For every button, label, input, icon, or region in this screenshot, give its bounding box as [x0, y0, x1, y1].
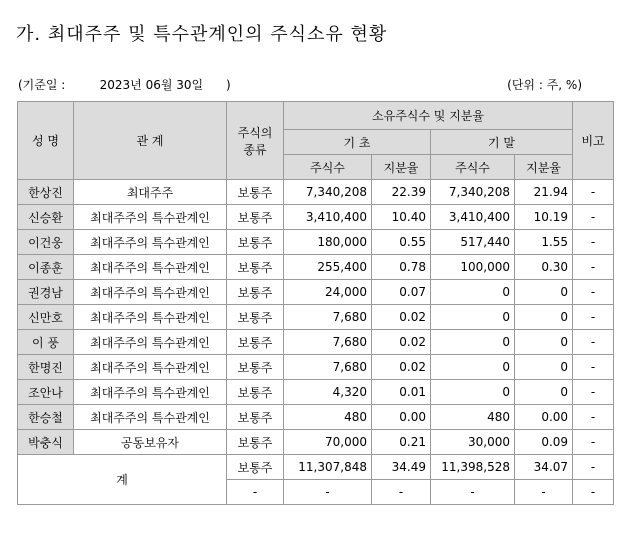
total-begin-shares: 11,307,848: [284, 455, 372, 480]
header-relation: 관 계: [74, 102, 227, 180]
total-remarks: -: [573, 455, 614, 480]
holder-relation: 최대주주: [74, 180, 227, 205]
end-ratio: 0.00: [515, 405, 573, 430]
remarks: -: [573, 355, 614, 380]
begin-shares: 4,320: [284, 380, 372, 405]
remarks: -: [573, 180, 614, 205]
holder-relation: 최대주주의 특수관계인: [74, 305, 227, 330]
remarks: -: [573, 230, 614, 255]
holder-name: 신만호: [18, 305, 74, 330]
end-ratio: 0: [515, 330, 573, 355]
header-ownership: 소유주식수 및 지분율: [284, 102, 573, 130]
table-row: [18, 430, 614, 455]
begin-ratio: 0.78: [372, 255, 431, 280]
end-shares: 7,340,208: [431, 180, 515, 205]
stock-type: 보통주: [227, 280, 284, 305]
total-end-shares: -: [431, 480, 515, 505]
end-ratio: 0: [515, 280, 573, 305]
holder-name: 권경남: [18, 280, 74, 305]
total-row: [18, 455, 614, 480]
remarks: -: [573, 405, 614, 430]
begin-shares: 70,000: [284, 430, 372, 455]
begin-shares: 24,000: [284, 280, 372, 305]
total-begin-ratio: -: [372, 480, 431, 505]
holder-name: 이건웅: [18, 230, 74, 255]
header-stock-type: [227, 102, 284, 180]
stock-type: 보통주: [227, 355, 284, 380]
holder-relation: 최대주주의 특수관계인: [74, 380, 227, 405]
begin-ratio: 10.40: [372, 205, 431, 230]
begin-ratio: 22.39: [372, 180, 431, 205]
remarks: -: [573, 205, 614, 230]
table-row: [18, 280, 614, 305]
begin-ratio: 0.21: [372, 430, 431, 455]
header-beginning: 기 초: [284, 130, 431, 155]
total-end-shares: 11,398,528: [431, 455, 515, 480]
total-end-ratio: -: [515, 480, 573, 505]
stock-type: 보통주: [227, 330, 284, 355]
table-row: [18, 305, 614, 330]
header-stock-type-line1: 주식의: [237, 125, 273, 140]
table-row: [18, 380, 614, 405]
end-shares: 480: [431, 405, 515, 430]
begin-shares: 7,340,208: [284, 180, 372, 205]
begin-shares: 7,680: [284, 355, 372, 380]
begin-ratio: 0.00: [372, 405, 431, 430]
holder-relation: 최대주주의 특수관계인: [74, 280, 227, 305]
begin-ratio: 0.02: [372, 355, 431, 380]
end-shares: 0: [431, 280, 515, 305]
total-begin-shares: -: [284, 480, 372, 505]
holder-name: 신승환: [18, 205, 74, 230]
header-remarks: 비고: [573, 102, 614, 180]
header-end-ratio: 지분율: [515, 155, 573, 180]
remarks: -: [573, 280, 614, 305]
table-row: [18, 330, 614, 355]
end-ratio: 1.55: [515, 230, 573, 255]
holder-name: 한상진: [18, 180, 74, 205]
header-end-shares: 주식수: [431, 155, 515, 180]
begin-ratio: 0.01: [372, 380, 431, 405]
begin-shares: 7,680: [284, 330, 372, 355]
begin-ratio: 0.02: [372, 305, 431, 330]
base-date: (기준일 : 2023년 06월 30일 ): [18, 78, 231, 92]
holder-relation: 최대주주의 특수관계인: [74, 330, 227, 355]
end-shares: 100,000: [431, 255, 515, 280]
end-shares: 3,410,400: [431, 205, 515, 230]
end-ratio: 0: [515, 305, 573, 330]
table-row: [18, 230, 614, 255]
end-ratio: 10.19: [515, 205, 573, 230]
table-row: [18, 255, 614, 280]
begin-shares: 480: [284, 405, 372, 430]
stock-type: 보통주: [227, 430, 284, 455]
end-shares: 0: [431, 330, 515, 355]
holder-relation: 최대주주의 특수관계인: [74, 255, 227, 280]
shareholding-table: [17, 101, 614, 505]
stock-type: 보통주: [227, 205, 284, 230]
holder-relation: 최대주주의 특수관계인: [74, 355, 227, 380]
remarks: -: [573, 330, 614, 355]
begin-ratio: 0.55: [372, 230, 431, 255]
end-ratio: 0.30: [515, 255, 573, 280]
end-shares: 517,440: [431, 230, 515, 255]
holder-name: 한승철: [18, 405, 74, 430]
remarks: -: [573, 380, 614, 405]
header-ending: 기 말: [431, 130, 573, 155]
stock-type: 보통주: [227, 305, 284, 330]
end-shares: 0: [431, 380, 515, 405]
section-title: 가. 최대주주 및 특수관계인의 주식소유 현황: [16, 24, 388, 45]
header-begin-shares: 주식수: [284, 155, 372, 180]
table-body: [18, 180, 614, 505]
table-row: [18, 180, 614, 205]
table-row: [18, 205, 614, 230]
end-shares: 0: [431, 305, 515, 330]
stock-type: 보통주: [227, 230, 284, 255]
unit-label: (단위 : 주, %): [507, 78, 582, 92]
total-stock-type: -: [227, 480, 284, 505]
begin-shares: 7,680: [284, 305, 372, 330]
holder-name: 조안나: [18, 380, 74, 405]
remarks: -: [573, 255, 614, 280]
holder-name: 이 풍: [18, 330, 74, 355]
remarks: -: [573, 430, 614, 455]
end-shares: 30,000: [431, 430, 515, 455]
holder-relation: 공동보유자: [74, 430, 227, 455]
total-remarks: -: [573, 480, 614, 505]
begin-ratio: 0.02: [372, 330, 431, 355]
begin-shares: 255,400: [284, 255, 372, 280]
total-label: 계: [18, 455, 227, 505]
total-begin-ratio: 34.49: [372, 455, 431, 480]
end-ratio: 0.09: [515, 430, 573, 455]
end-ratio: 0: [515, 355, 573, 380]
holder-name: 한명진: [18, 355, 74, 380]
end-ratio: 21.94: [515, 180, 573, 205]
begin-shares: 3,410,400: [284, 205, 372, 230]
stock-type: 보통주: [227, 380, 284, 405]
holder-name: 이종훈: [18, 255, 74, 280]
begin-ratio: 0.07: [372, 280, 431, 305]
begin-shares: 180,000: [284, 230, 372, 255]
stock-type: 보통주: [227, 255, 284, 280]
holder-name: 박충식: [18, 430, 74, 455]
total-stock-type: 보통주: [227, 455, 284, 480]
holder-relation: 최대주주의 특수관계인: [74, 205, 227, 230]
header-stock-type-line2: 종류: [243, 142, 267, 157]
end-shares: 0: [431, 355, 515, 380]
header-name: 성 명: [18, 102, 74, 180]
table-row: [18, 405, 614, 430]
end-ratio: 0: [515, 380, 573, 405]
holder-relation: 최대주주의 특수관계인: [74, 405, 227, 430]
header-begin-ratio: 지분율: [372, 155, 431, 180]
total-end-ratio: 34.07: [515, 455, 573, 480]
stock-type: 보통주: [227, 405, 284, 430]
holder-relation: 최대주주의 특수관계인: [74, 230, 227, 255]
table-row: [18, 355, 614, 380]
stock-type: 보통주: [227, 180, 284, 205]
remarks: -: [573, 305, 614, 330]
